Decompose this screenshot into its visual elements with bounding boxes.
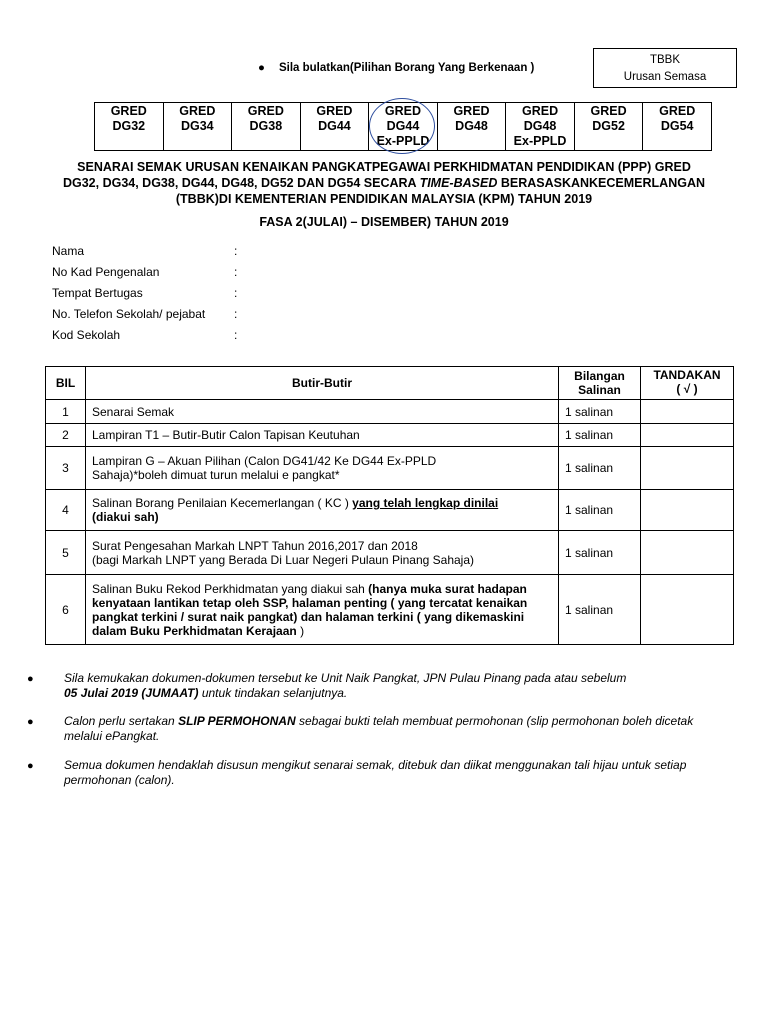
document-heading: SENARAI SEMAK URUSAN KENAIKAN PANGKATPEGAWAI PERKHIDMATAN PENDIDIKAN (PPP) GRED DG32, DG34, DG38, DG44, DG48, DG52 DAN DG54 SECARA TIME-BASED BERASASKANKECEMERLANGAN (TBBK)DI KEMENTERIAN PENDIDIKAN MALAYSIA (KPM) TAHUN 2019 (62, 160, 706, 206)
table-row: 5 Surat Pengesahan Markah LNPT Tahun 2016,2017 dan 2018 (bagi Markah LNPT yang Berada Di Luar Negeri Pulaun Pinang Sahaja) 1 salinan (46, 531, 734, 575)
tbbk-box-line2: Urusan Semasa (623, 71, 707, 83)
bullet-icon: ● (27, 760, 34, 772)
tbbk-box-line1: TBBK (649, 54, 681, 66)
instruction-text: Sila bulatkan(Pilihan Borang Yang Berkenaan ) (278, 62, 535, 74)
field-label-telefon: No. Telefon Sekolah/ pejabat (52, 307, 206, 321)
bullet-icon: ● (258, 62, 265, 74)
grade-option[interactable]: GRED DG52 (574, 103, 643, 151)
field-label-tempat: Tempat Bertugas (52, 286, 143, 300)
field-label-kod: Kod Sekolah (52, 328, 121, 342)
table-row: 4 Salinan Borang Penilaian Kecemerlangan ( KC ) yang telah lengkap dinilai (diakui sah) 1 salinan (46, 490, 734, 531)
field-colon: : (234, 307, 238, 321)
table-row: 6 Salinan Buku Rekod Perkhidmatan yang diakui sah (hanya muka surat hadapan kenyataan lantikan tetap oleh SSP, halaman penting ( yang tercatat kenaikan pangkat terkini / surat naik pangkat) dan halaman terkini ( yang dikemaskini dalam Buku Perkhidmatan Kerajaan ) 1 salinan (46, 575, 734, 645)
grade-option[interactable]: GRED DG32 (95, 103, 164, 151)
grade-option[interactable]: GRED DG48 Ex-PPLD (506, 103, 575, 151)
header-tandakan: TANDAKAN ( √ ) (641, 367, 734, 400)
grade-option[interactable]: GRED DG38 (232, 103, 301, 151)
grade-option[interactable]: GRED DG44 (300, 103, 369, 151)
table-row: 2 Lampiran T1 – Butir-Butir Calon Tapisan Keutuhan 1 salinan (46, 424, 734, 447)
field-colon: : (234, 265, 238, 279)
tick-cell[interactable] (641, 490, 734, 531)
bullet-icon: ● (27, 673, 34, 685)
checklist-table (45, 366, 734, 645)
table-header-row (46, 367, 734, 400)
grade-option-selected[interactable]: GRED DG44 Ex-PPLD (369, 103, 438, 151)
instruction (258, 62, 534, 74)
field-colon: : (234, 328, 238, 342)
tick-cell[interactable] (641, 424, 734, 447)
bullet-icon: ● (27, 716, 34, 728)
note-3: Semua dokumen hendaklah disusun mengikut senarai semak, ditebuk dan diikat menggunakan tali hijau untuk setiap permohonan (calon). (64, 758, 687, 787)
tick-cell[interactable] (641, 575, 734, 645)
header-bilangan: Bilangan Salinan (559, 367, 641, 400)
field-label-nama: Nama (52, 244, 85, 258)
grade-option[interactable]: GRED DG34 (163, 103, 232, 151)
phase-title: FASA 2(JULAI) – DISEMBER) TAHUN 2019 (259, 215, 509, 229)
table-row: 1 Senarai Semak 1 salinan (46, 400, 734, 424)
table-row: 3 Lampiran G – Akuan Pilihan (Calon DG41/42 Ke DG44 Ex-PPLD Sahaja)*boleh dimuat turun melalui e pangkat* 1 salinan (46, 447, 734, 490)
field-colon: : (234, 286, 238, 300)
field-colon: : (234, 244, 238, 258)
tbbk-box (593, 48, 737, 88)
note-1: Sila kemukakan dokumen-dokumen tersebut ke Unit Naik Pangkat, JPN Pulau Pinang pada atau sebelum 05 Julai 2019 (JUMAAT) untuk tindakan selanjutnya. (64, 671, 627, 700)
grade-option[interactable]: GRED DG54 (643, 103, 712, 151)
tick-cell[interactable] (641, 400, 734, 424)
tick-cell[interactable] (641, 531, 734, 575)
header-butir: Butir-Butir (86, 367, 559, 400)
field-label-ic: No Kad Pengenalan (52, 265, 160, 279)
note-2: Calon perlu sertakan SLIP PERMOHONAN sebagai bukti telah membuat permohonan (slip permohonan boleh dicetak melalui ePangkat. (64, 714, 694, 743)
selection-circle-mark (369, 98, 435, 154)
tick-cell[interactable] (641, 447, 734, 490)
header-bil: BIL (46, 367, 86, 400)
grade-option[interactable]: GRED DG48 (437, 103, 506, 151)
